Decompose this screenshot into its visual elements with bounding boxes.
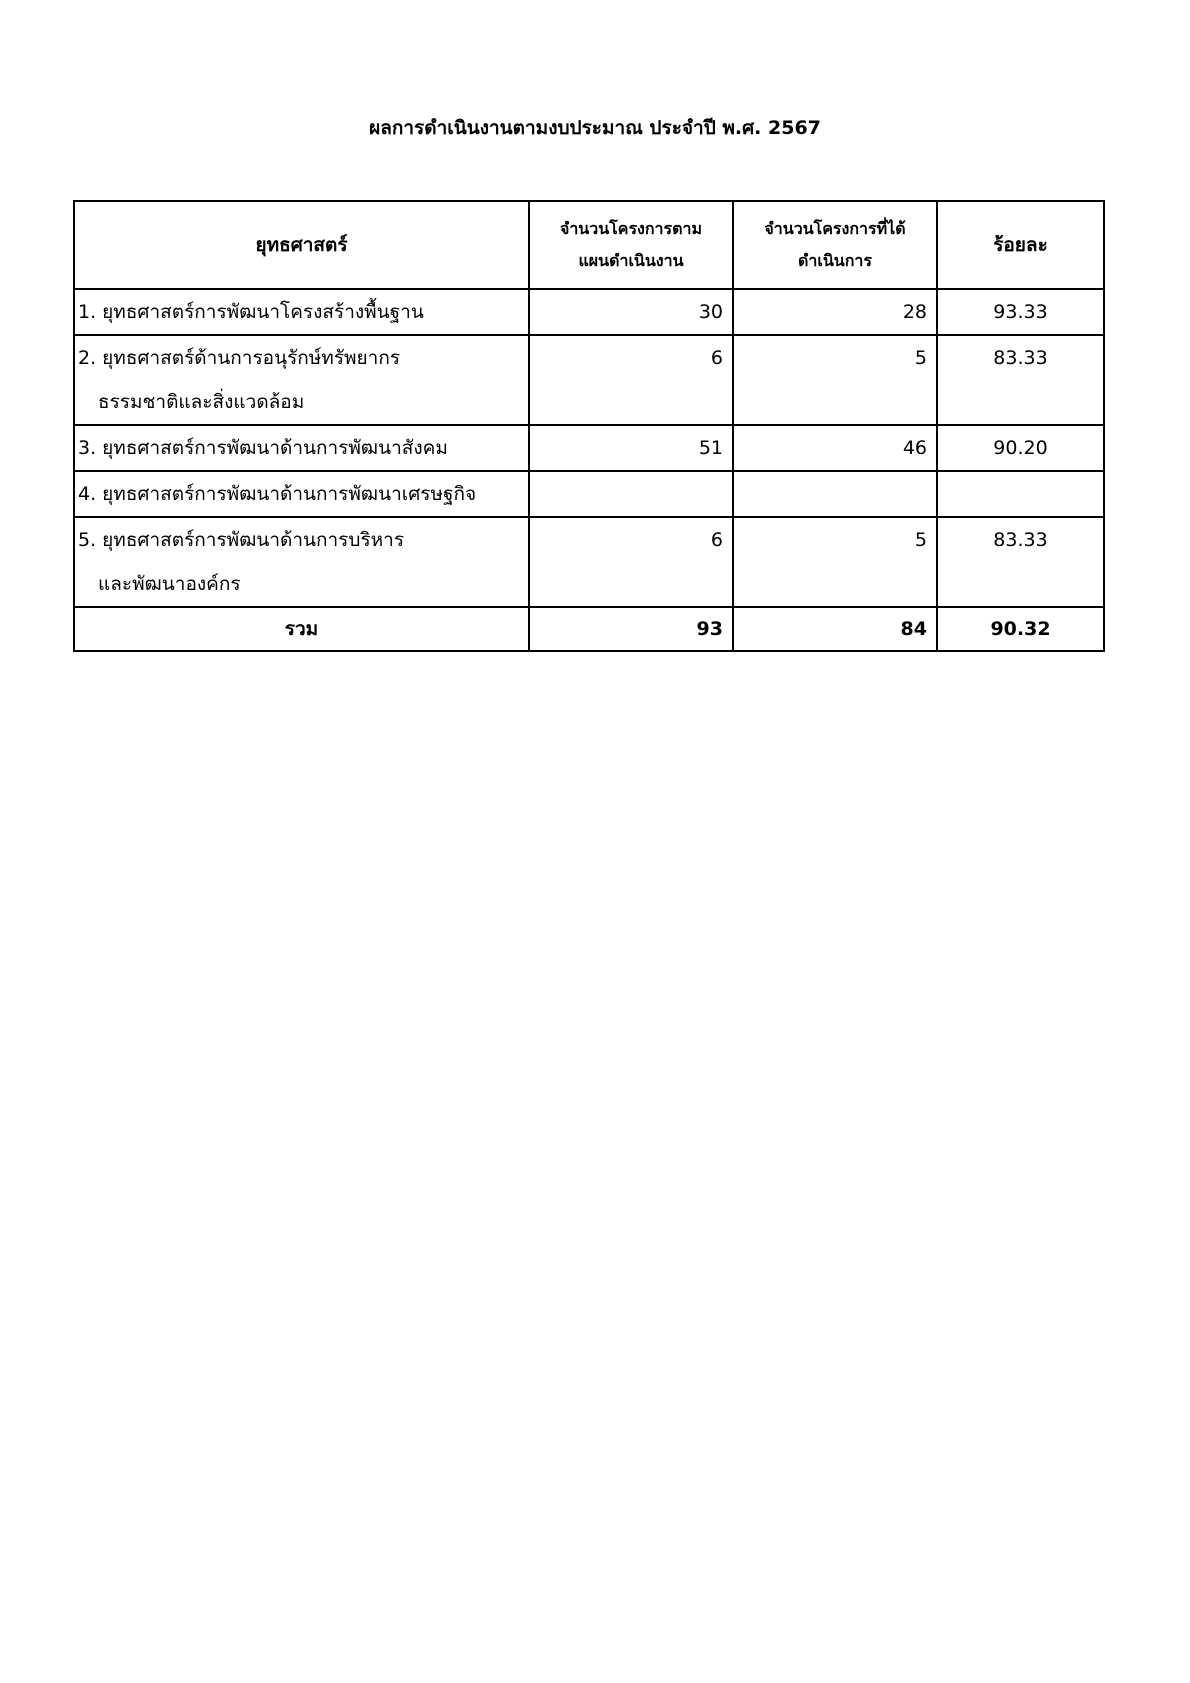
table-header-row <box>74 201 1104 289</box>
header-planned-projects <box>529 201 733 289</box>
done-count-cell: 46 <box>733 425 937 471</box>
strategy-name-line1: 2. ยุทธศาสตร์ด้านการอนุรักษ์ทรัพยากร <box>78 347 401 369</box>
strategy-name-line2: ธรรมชาติและสิ่งแวดล้อม <box>98 391 305 413</box>
header-done-line2: ดำเนินการ <box>798 251 872 270</box>
total-row <box>74 607 1104 651</box>
percent-cell: 83.33 <box>937 517 1104 607</box>
strategy-name-cell <box>74 425 529 471</box>
table-row <box>74 289 1104 335</box>
done-count-cell: 5 <box>733 517 937 607</box>
header-done-line1: จำนวนโครงการที่ได้ <box>764 219 906 238</box>
strategy-name-line1: 3. ยุทธศาสตร์การพัฒนาด้านการพัฒนาสังคม <box>78 437 448 459</box>
strategy-name-cell <box>74 471 529 517</box>
header-strategy: ยุทธศาสตร์ <box>74 201 529 289</box>
header-planned-line1: จำนวนโครงการตาม <box>559 219 703 238</box>
total-label: รวม <box>74 607 529 651</box>
table-row <box>74 471 1104 517</box>
table-row <box>74 517 1104 607</box>
strategy-name-cell <box>74 517 529 607</box>
strategy-name-line1: 5. ยุทธศาสตร์การพัฒนาด้านการบริหาร <box>78 529 405 551</box>
total-done: 84 <box>733 607 937 651</box>
planned-count-cell: 30 <box>529 289 733 335</box>
header-done-projects <box>733 201 937 289</box>
strategy-name-cell <box>74 289 529 335</box>
header-percent: ร้อยละ <box>937 201 1104 289</box>
budget-results-table <box>73 200 1105 652</box>
strategy-name-line1: 1. ยุทธศาสตร์การพัฒนาโครงสร้างพื้นฐาน <box>78 301 424 323</box>
planned-count-cell: 51 <box>529 425 733 471</box>
page-title: ผลการดำเนินงานตามงบประมาณ ประจำปี พ.ศ. 2567 <box>369 117 821 139</box>
percent-cell <box>937 471 1104 517</box>
planned-count-cell <box>529 471 733 517</box>
strategy-name-line2: และพัฒนาองค์กร <box>98 573 241 595</box>
percent-cell: 90.20 <box>937 425 1104 471</box>
done-count-cell <box>733 471 937 517</box>
total-planned: 93 <box>529 607 733 651</box>
table-row <box>74 425 1104 471</box>
planned-count-cell: 6 <box>529 335 733 425</box>
strategy-name-line1: 4. ยุทธศาสตร์การพัฒนาด้านการพัฒนาเศรษฐกิจ <box>78 483 477 505</box>
done-count-cell: 5 <box>733 335 937 425</box>
strategy-name-cell <box>74 335 529 425</box>
total-percent: 90.32 <box>937 607 1104 651</box>
percent-cell: 83.33 <box>937 335 1104 425</box>
header-planned-line2: แผนดำเนินงาน <box>578 251 684 270</box>
percent-cell: 93.33 <box>937 289 1104 335</box>
planned-count-cell: 6 <box>529 517 733 607</box>
done-count-cell: 28 <box>733 289 937 335</box>
table-row <box>74 335 1104 425</box>
